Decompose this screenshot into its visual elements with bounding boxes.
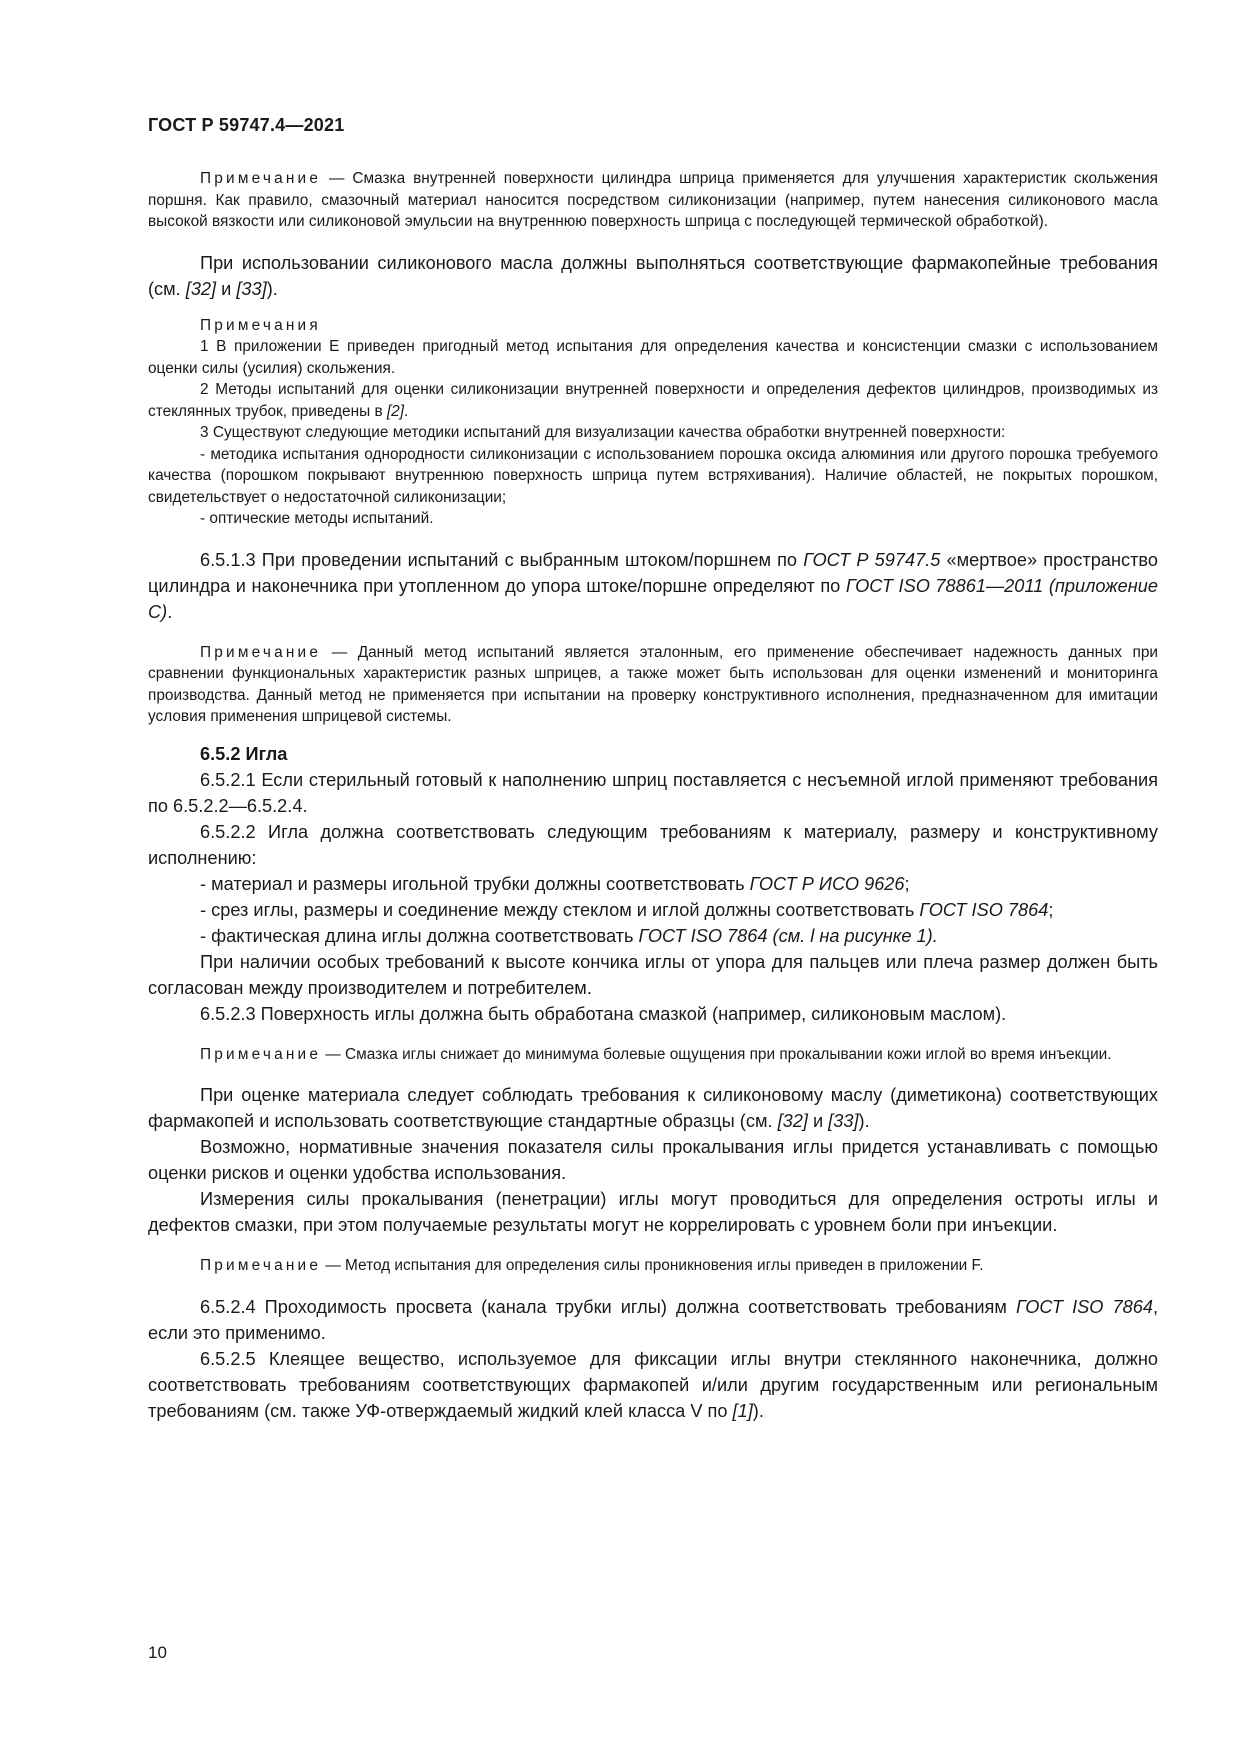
note-label: Примечание — [200, 1045, 322, 1063]
body-paragraph: При оценке материала следует соблюдать требования к силиконовому маслу (диметикона) соответствующих фармакопей и использовать соответствующие стандартные образцы (см. [32] и [33]). — [148, 1085, 1158, 1131]
reference-link: [32] — [185, 278, 217, 299]
reference-link: ГОСТ ISO 7864 — [1015, 1296, 1153, 1317]
notes-heading: Примечания — [200, 316, 321, 334]
note-item: 3 Существуют следующие методики испытаний для визуализации качества обработки внутренней поверхности: — [200, 424, 1006, 441]
note-item: 2 Методы испытаний для оценки силиконизации внутренней поверхности и определения дефектов цилиндров, производимых из стеклянных трубок, приведены в [2]. — [148, 381, 1158, 420]
reference-link: ГОСТ ISO 7864 (см. l на рисунке 1). — [638, 925, 938, 946]
note-paragraph: Примечание — Данный метод испытаний является эталонным, его применение обеспечивает надежность данных при сравнении функциональных характеристик разных шприцев, а также может быть использован для оценки изменений и мониторинга производства. Данный метод не применяется при испытании на проверку конструктивного исполнения, предназначенном для имитации условия применения шприцевой системы. — [148, 643, 1158, 725]
list-item: - срез иглы, размеры и соединение между стеклом и иглой должны соответствовать ГОСТ ISO 7864; — [200, 899, 1054, 920]
clause-6-5-2-2: 6.5.2.2 Игла должна соответствовать следующим требованиям к материалу, размеру и конструктивному исполнению: — [148, 821, 1158, 868]
body-paragraph: При использовании силиконового масла должны выполняться соответствующие фармакопейные требования (см. [32] и [33]). — [148, 252, 1158, 299]
note-label: Примечание — [200, 170, 322, 187]
reference-link: [1] — [732, 1400, 753, 1421]
document-body — [148, 168, 1158, 1424]
clause-6-5-2-5: 6.5.2.5 Клеящее вещество, используемое для фиксации иглы внутри стеклянного наконечника, должно соответствовать требованиям соответствующих фармакопей и/или другим государственным или региональным требованиям (см. также УФ-отверждаемый жидкий клей класса V по [1]). — [148, 1348, 1158, 1421]
reference-link: [32] — [777, 1111, 808, 1131]
note-paragraph: Примечание — Смазка внутренней поверхности цилиндра шприца применяется для улучшения характеристик скольжения поршня. Как правило, смазочный материал наносится посредством силиконизации (например, путем нанесения силиконового масла высокой вязкости или силиконовой эмульсии на внутреннюю поверхность шприца с последующей термической обработкой). — [148, 170, 1159, 230]
clause-6-5-2-3: 6.5.2.3 Поверхность иглы должна быть обработана смазкой (например, силиконовым маслом). — [200, 1003, 1007, 1024]
note-paragraph: Примечание — Смазка иглы снижает до минимума болевые ощущения при прокалывании кожи иглой во время инъекции. — [200, 1045, 1112, 1063]
clause-6-5-2-4: 6.5.2.4 Проходимость просвета (канала трубки иглы) должна соответствовать требованиям ГОСТ ISO 7864, если это применимо. — [148, 1296, 1158, 1343]
reference-link: ГОСТ Р ИСО 9626 — [749, 873, 905, 894]
note-list-item: - методика испытания однородности силиконизации с использованием порошка оксида алюминия или другого порошка требуемого качества (порошком покрывают внутреннюю поверхность шприца путем встряхивания). Наличие областей, не покрытых порошком, свидетельствует о недостаточной силиконизации; — [148, 445, 1158, 506]
note-label: Примечание — [200, 643, 322, 661]
reference-link: ГОСТ ISO 78861—2011 (приложение С) — [148, 575, 1158, 622]
list-item: - материал и размеры игольной трубки должны соответствовать ГОСТ Р ИСО 9626; — [200, 873, 910, 894]
list-item: - фактическая длина иглы должна соответствовать ГОСТ ISO 7864 (см. l на рисунке 1). — [200, 925, 938, 946]
reference-link: ГОСТ ISO 7864 — [919, 899, 1049, 920]
note-paragraph: Примечание — Метод испытания для определения силы проникновения иглы приведен в приложении F. — [200, 1257, 984, 1274]
body-paragraph: При наличии особых требований к высоте кончика иглы от упора для пальцев или плеча размер должен быть согласован между производителем и потребителем. — [148, 951, 1158, 998]
body-paragraph: Возможно, нормативные значения показателя силы прокалывания иглы придется устанавливать с помощью оценки рисков и оценки удобства использования. — [148, 1137, 1158, 1183]
page-number: 10 — [148, 1643, 167, 1662]
clause-6-5-2-1: 6.5.2.1 Если стерильный готовый к наполнению шприц поставляется с несъемной иглой применяют требования по 6.5.2.2—6.5.2.4. — [148, 769, 1158, 816]
clause-6-5-1-3: 6.5.1.3 При проведении испытаний с выбранным штоком/поршнем по ГОСТ Р 59747.5 «мертвое» пространство цилиндра и наконечника при утопленном до упора штоке/поршне определяют по ГОСТ ISO 78861—2011 (приложение С). — [148, 549, 1158, 622]
body-paragraph: Измерения силы прокалывания (пенетрации) иглы могут проводиться для определения остроты иглы и дефектов смазки, при этом получаемые результаты могут не коррелировать с уровнем боли при инъекции. — [148, 1189, 1158, 1235]
reference-link: [33] — [236, 278, 267, 299]
reference-link: [2] — [386, 402, 405, 420]
reference-link: ГОСТ Р 59747.5 — [803, 549, 941, 570]
note-label: Примечание — [200, 1257, 322, 1274]
reference-link: [33] — [828, 1111, 859, 1131]
note-list-item: - оптические методы испытаний. — [200, 510, 434, 527]
document-header: ГОСТ Р 59747.4—2021 — [148, 115, 345, 135]
note-item: 1 В приложении Е приведен пригодный метод испытания для определения качества и консистенции смазки с использованием оценки силы (усилия) скольжения. — [148, 338, 1158, 377]
section-heading: 6.5.2 Игла — [200, 743, 288, 764]
